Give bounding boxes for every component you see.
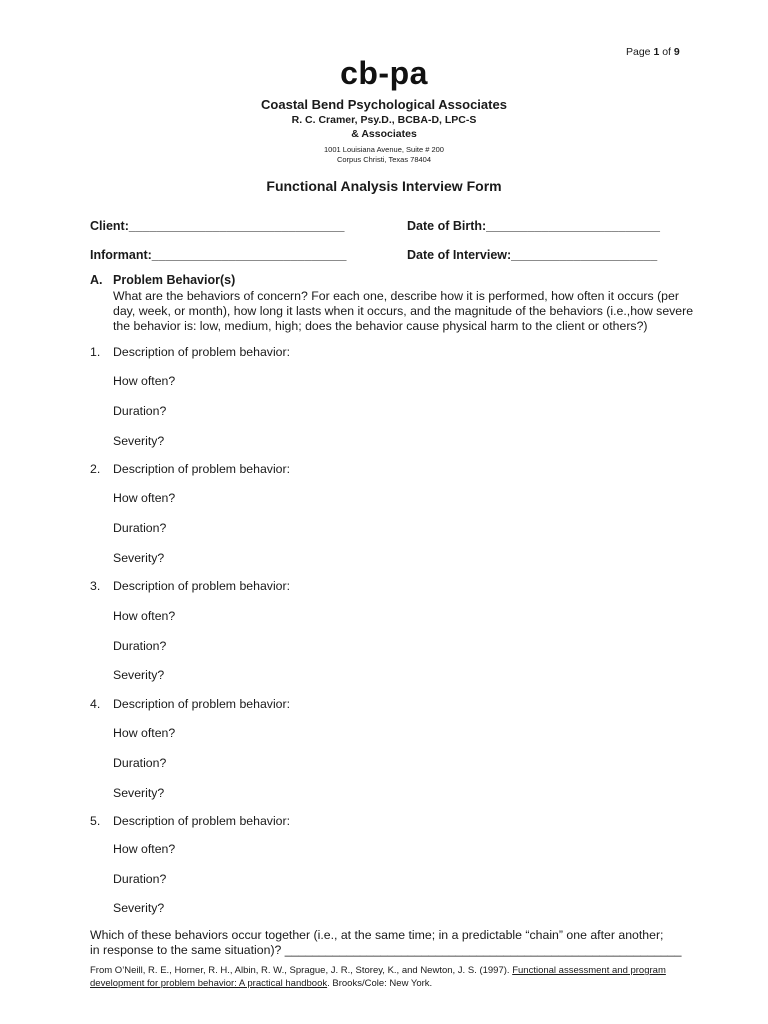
behavior-number: 5. xyxy=(90,814,101,828)
behavior-3-how-often: How often? xyxy=(113,609,176,623)
doctor-name: R. C. Cramer, Psy.D., BCBA-D, LPC-S xyxy=(291,114,477,126)
behavior-number: 2. xyxy=(90,462,101,476)
behavior-1-severity: Severity? xyxy=(113,434,165,448)
behavior-4-how-often: How often? xyxy=(113,726,176,740)
behavior-5-how-often: How often? xyxy=(113,842,176,856)
firm-name: Coastal Bend Psychological Associates xyxy=(261,97,507,112)
behavior-4-description xyxy=(90,697,290,711)
behavior-3-description xyxy=(90,579,290,593)
citation-authors: From O’Neill, R. E., Horner, R. H., Albin, R. W., Sprague, J. R., Storey, K., and Newton, J. S. (1997). xyxy=(90,965,513,976)
together-question-line-1: Which of these behaviors occur together (i.e., at the same time; in a predictable “chain” one after another; xyxy=(90,928,664,942)
behavior-3-severity: Severity? xyxy=(113,668,165,682)
behavior-1-how-often: How often? xyxy=(113,374,176,388)
date-of-birth-field[interactable]: Date of Birth:_________________________ xyxy=(407,219,660,233)
behavior-2-duration: Duration? xyxy=(113,521,167,535)
behavior-number: 3. xyxy=(90,579,101,593)
section-letter: A. xyxy=(90,273,103,287)
associates: & Associates xyxy=(351,128,417,140)
page-total: 9 xyxy=(673,46,680,58)
citation-publisher: . Brooks/Cole: New York. xyxy=(327,977,433,989)
behavior-4-duration: Duration? xyxy=(113,756,167,770)
page-prefix: Page xyxy=(626,46,654,58)
behavior-4-severity: Severity? xyxy=(113,786,165,800)
behavior-number: 4. xyxy=(90,697,101,711)
description-label: Description of problem behavior: xyxy=(113,579,291,593)
behavior-2-description xyxy=(90,462,290,476)
address-line-1: 1001 Louisiana Avenue, Suite # 200 xyxy=(324,145,444,154)
citation-footer xyxy=(90,965,690,990)
behavior-2-how-often: How often? xyxy=(113,491,176,505)
form-title: Functional Analysis Interview Form xyxy=(266,178,502,194)
behavior-5-severity: Severity? xyxy=(113,901,165,915)
page-current: 1 xyxy=(653,46,660,58)
description-label: Description of problem behavior: xyxy=(113,462,291,476)
behavior-1-description xyxy=(90,345,290,359)
date-of-interview-field[interactable]: Date of Interview:_____________________ xyxy=(407,248,658,262)
citation-book-title: Functional assessment and program development for problem behavior: A practical handbook xyxy=(90,965,666,989)
informant-field[interactable]: Informant:____________________________ xyxy=(90,248,347,262)
behavior-2-severity: Severity? xyxy=(113,551,165,565)
behavior-number: 1. xyxy=(90,345,101,359)
client-field[interactable]: Client:_______________________________ xyxy=(90,219,345,233)
section-a-instructions: What are the behaviors of concern? For each one, describe how it is performed, how often it occurs (per day, week, or month), how long it lasts when it occurs, and the magnitude of the behaviors (i.e.,how severe the behavior is: low, medium, high; does the behavior cause physical harm to the client or others?) xyxy=(113,289,694,333)
section-a-heading xyxy=(90,273,235,287)
description-label: Description of problem behavior: xyxy=(113,697,291,711)
behavior-5-duration: Duration? xyxy=(113,872,167,886)
description-label: Description of problem behavior: xyxy=(113,345,291,359)
section-title: Problem Behavior(s) xyxy=(113,273,236,287)
description-label: Description of problem behavior: xyxy=(113,814,291,828)
behavior-5-description xyxy=(90,814,290,828)
behavior-1-duration: Duration? xyxy=(113,404,167,418)
page-of: of xyxy=(659,46,674,58)
logo: cb-pa xyxy=(340,55,428,91)
together-question-line-2[interactable]: in response to the same situation)? __________________________________________________________ xyxy=(90,943,682,957)
behavior-3-duration: Duration? xyxy=(113,639,167,653)
address-line-2: Corpus Christi, Texas 78404 xyxy=(336,155,432,164)
